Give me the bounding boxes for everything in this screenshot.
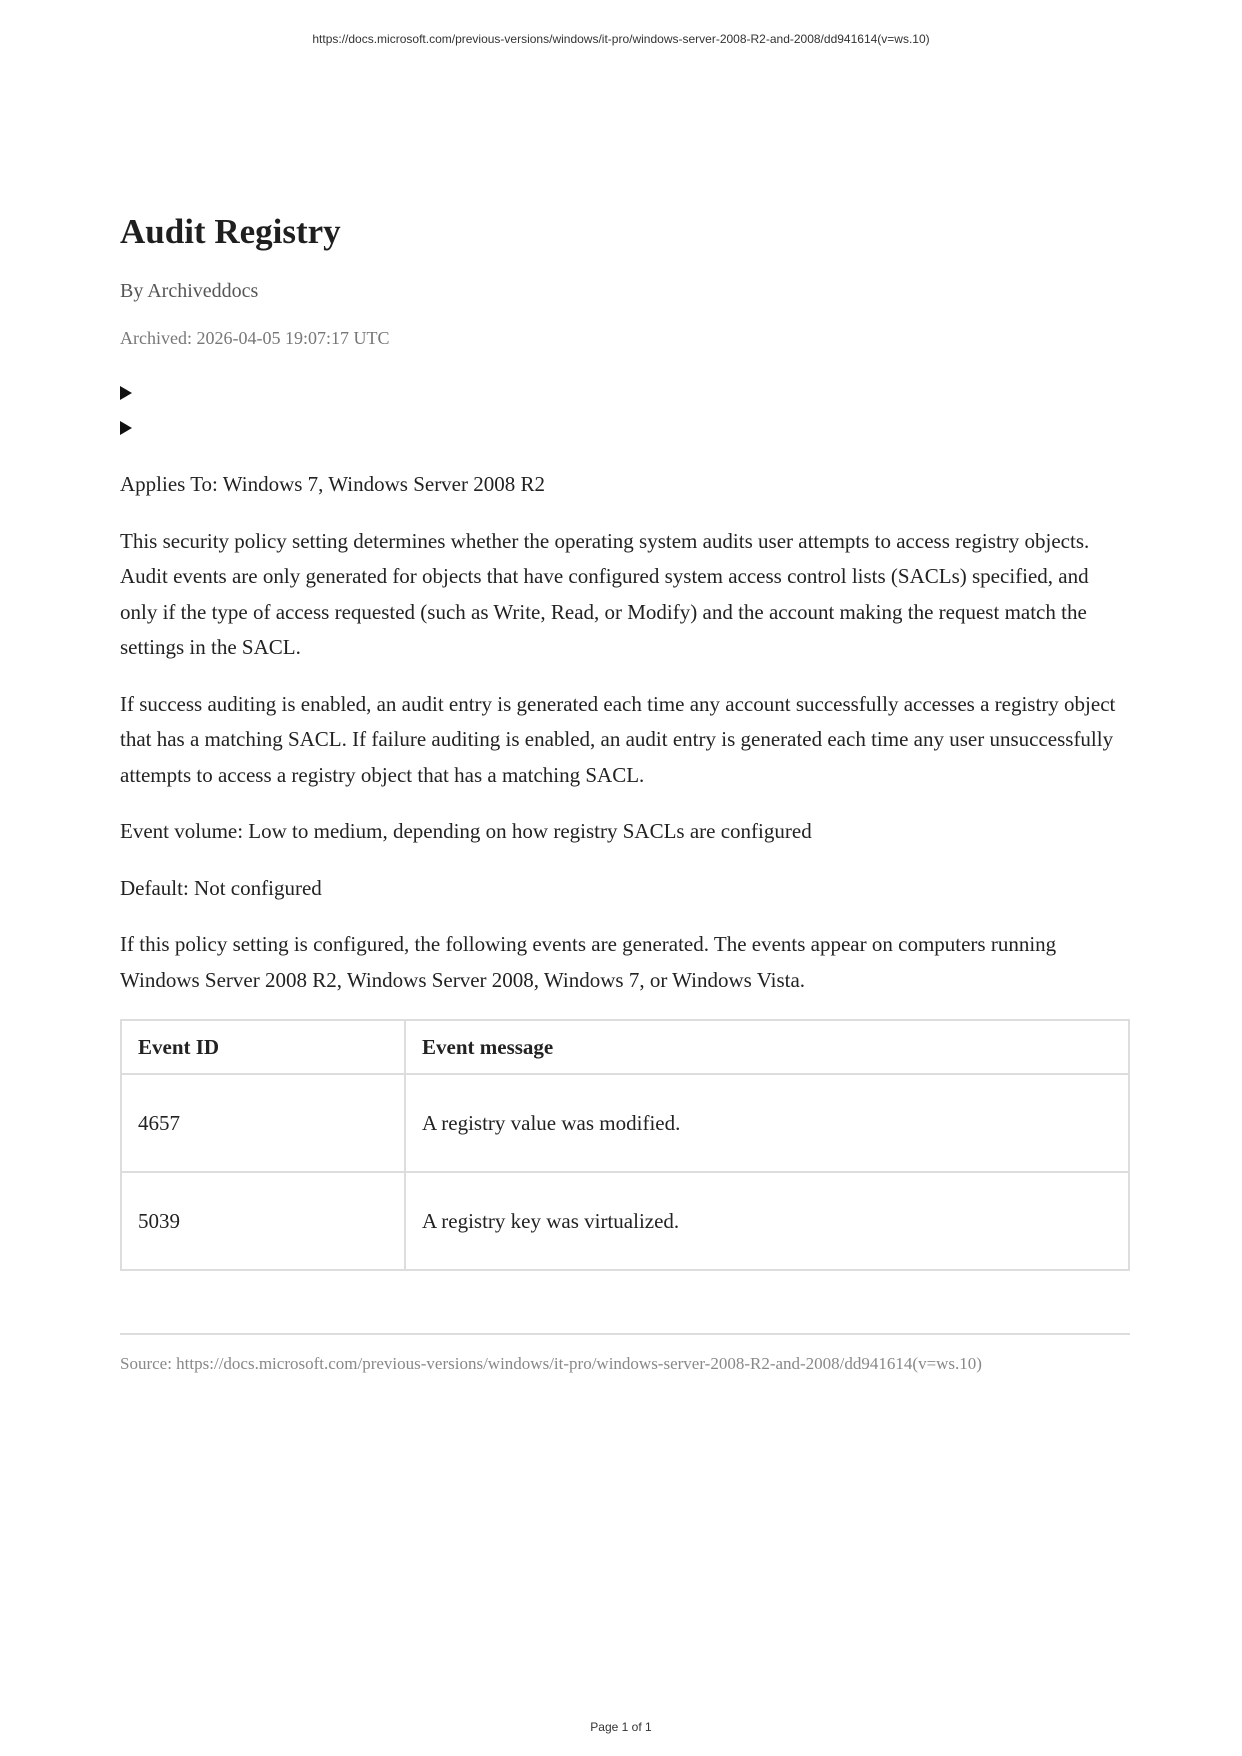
applies-to: Applies To: Windows 7, Windows Server 2008 R2	[120, 472, 546, 496]
article	[120, 210, 1130, 1374]
event-id-cell: 5039	[121, 1172, 405, 1270]
paragraph: This security policy setting determines whether the operating system audits user attempts to access registry objects. Audit events are only generated for objects that have configured system access control lists (SACLs) specified, and only if the type of access requested (such as Write, Read, or Modify) and the account making the request match the settings in the SACL.	[120, 528, 1090, 659]
header-url: https://docs.microsoft.com/previous-versions/windows/it-pro/windows-server-2008-R2-and-2008/dd941614(v=ws.10)	[312, 32, 930, 46]
archived-timestamp: Archived: 2026-04-05 19:07:17 UTC	[120, 328, 390, 348]
divider	[120, 1333, 1130, 1335]
byline: By Archiveddocs	[120, 280, 259, 302]
paragraph: If this policy setting is configured, the following events are generated. The events appear on computers running Windows Server 2008 R2, Windows Server 2008, Windows 7, or Windows Vista.	[120, 932, 1057, 992]
table-header-row	[121, 1020, 1129, 1074]
expand-triangle-icon[interactable]	[120, 386, 132, 400]
paragraph: Event volume: Low to medium, depending on how registry SACLs are configured	[120, 819, 812, 843]
column-header-event-message: Event message	[405, 1020, 1129, 1074]
event-message-cell: A registry key was virtualized.	[405, 1172, 1129, 1270]
disclosure-toggle-2[interactable]	[120, 410, 1130, 445]
event-message-cell: A registry value was modified.	[405, 1074, 1129, 1172]
table-row	[121, 1074, 1129, 1172]
page-title: Audit Registry	[120, 212, 341, 251]
expand-triangle-icon[interactable]	[120, 421, 132, 435]
disclosure-toggles	[120, 375, 1130, 445]
disclosure-toggle-1[interactable]	[120, 375, 1130, 410]
paragraph: If success auditing is enabled, an audit entry is generated each time any account successfully accesses a registry object that has a matching SACL. If failure auditing is enabled, an audit entry is generated each time any user unsuccessfully attempts to access a registry object that has a matching SACL.	[120, 691, 1116, 787]
column-header-event-id: Event ID	[121, 1020, 405, 1074]
events-table	[120, 1019, 1130, 1271]
source-link: Source: https://docs.microsoft.com/previous-versions/windows/it-pro/windows-server-2008-R2-and-2008/dd941614(v=ws.10)	[120, 1354, 982, 1373]
event-id-cell: 4657	[121, 1074, 405, 1172]
page-number: Page 1 of 1	[590, 1720, 652, 1734]
paragraph: Default: Not configured	[120, 875, 322, 900]
table-row	[121, 1172, 1129, 1270]
